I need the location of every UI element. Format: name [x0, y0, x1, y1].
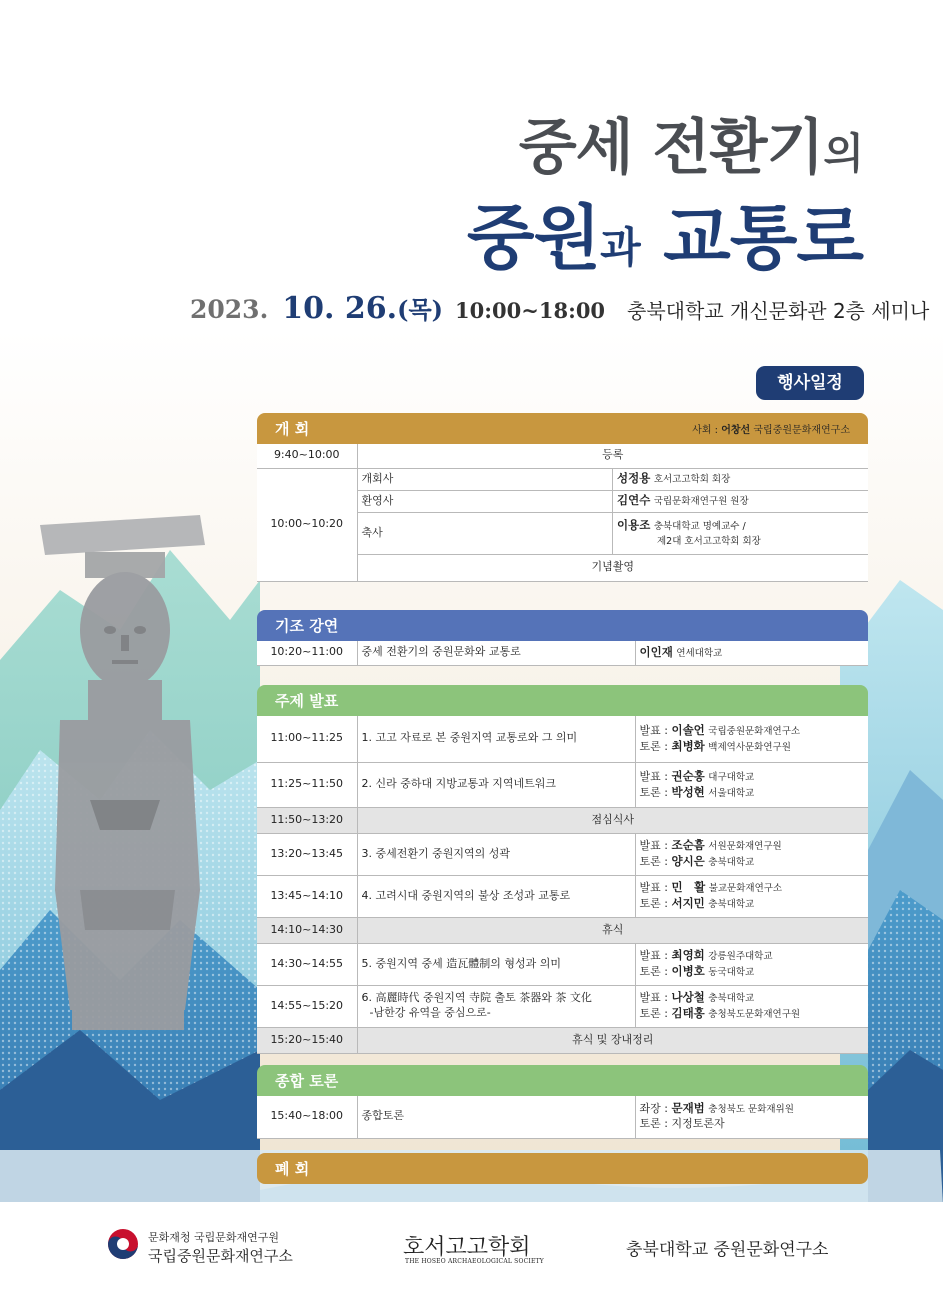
row-person [635, 641, 868, 665]
discussion-table [257, 1096, 868, 1139]
section-presentations [257, 685, 868, 1054]
discussant-org: 백제역사문화연구원 [708, 741, 791, 753]
break-label: 휴식 및 장내정리 [357, 1027, 868, 1053]
row-time: 15:20~15:40 [257, 1027, 357, 1053]
section-bar-discussion [257, 1065, 868, 1096]
footer-org2-main: 호서고고학회 [403, 1235, 531, 1260]
moderator [692, 421, 850, 436]
row-time: 14:10~14:30 [257, 917, 357, 943]
chair-name: 문재범 [671, 1101, 705, 1116]
row-time: 11:50~13:20 [257, 807, 357, 833]
presenter-name: 민 활 [671, 880, 706, 895]
row-talk: 3. 중세전환기 중원지역의 성곽 [357, 833, 635, 875]
section-bar-presentations [257, 685, 868, 716]
moderator-label: 사회 : [692, 425, 719, 436]
discussant-label: 토론 : [639, 1007, 668, 1020]
presenter-org: 서원문화재연구원 [708, 841, 782, 853]
presenter-org: 충북대학교 [708, 993, 755, 1005]
table-row-break [257, 807, 868, 833]
presenter-label: 발표 : [639, 769, 668, 783]
row-people [635, 875, 868, 917]
section-closing [257, 1153, 868, 1184]
table-row [257, 875, 868, 917]
row-time: 13:45~14:10 [257, 875, 357, 917]
main-title-line2 [467, 182, 863, 283]
opening-table [257, 444, 868, 582]
section-title: 기조 강연 [275, 617, 339, 635]
presenter-label: 발표 : [639, 723, 668, 737]
schedule-badge: 행사일정 [756, 366, 864, 400]
row-person [613, 490, 869, 512]
title-line2-b: 교통로 [663, 197, 863, 279]
row-label: 등록 [357, 444, 868, 468]
discussant-name: 이병호 [671, 964, 705, 978]
table-row [257, 943, 868, 985]
presenter-name: 이솔언 [671, 722, 705, 737]
presenter-name: 나상철 [671, 990, 705, 1005]
discussant-name: 박성현 [671, 784, 705, 799]
row-time: 10:00~10:20 [257, 468, 357, 581]
row-time: 11:25~11:50 [257, 762, 357, 807]
person-name: 이용조 [617, 517, 651, 532]
panel-label: 토론 : 지정토론자 [639, 1117, 725, 1131]
discussant-org: 충청북도문화재연구원 [708, 1009, 801, 1020]
discussant-org: 충북대학교 [708, 857, 755, 868]
presenter-label: 발표 : [639, 949, 668, 963]
event-dateline [190, 290, 929, 326]
main-title-line1 [519, 100, 863, 186]
table-row [257, 833, 868, 875]
discussant-org: 동국대학교 [708, 967, 755, 978]
row-person [613, 512, 869, 554]
row-time: 9:40~10:00 [257, 444, 357, 468]
keynote-table [257, 641, 868, 666]
person-org: 국립문화재연구원 원장 [653, 496, 749, 508]
moderator-org: 국립중원문화재연구소 [753, 425, 850, 436]
section-keynote [257, 610, 868, 666]
title-line2-a: 중원 [466, 197, 601, 279]
moderator-name: 어창선 [721, 425, 751, 436]
title-line1-main: 중세 전환기 [518, 113, 824, 183]
event-date: 10. 26. [282, 291, 398, 326]
discussant-label: 토론 : [639, 739, 668, 753]
discussant-name: 김태홍 [671, 1006, 705, 1020]
row-talk: 2. 신라 중하대 지방교통과 지역네트워크 [357, 762, 635, 807]
title-line2-particle: 과 [600, 223, 640, 272]
row-people [635, 943, 868, 985]
section-bar-opening [257, 413, 868, 444]
table-row [257, 1096, 868, 1138]
chair-org: 충청북도 문화재위원 [708, 1104, 794, 1116]
table-row-break [257, 1027, 868, 1053]
presenter-name: 조순흠 [671, 838, 705, 853]
footer-org3: 충북대학교 중원문화연구소 [626, 1240, 829, 1260]
discussant-label: 토론 : [639, 785, 668, 799]
person-name: 이인재 [639, 644, 673, 659]
table-row [257, 468, 868, 490]
presenter-label: 발표 : [639, 881, 668, 895]
section-title: 주제 발표 [275, 692, 339, 710]
event-venue: 충북대학교 개신문화관 2층 세미나 [627, 299, 930, 323]
presentations-table [257, 716, 868, 1054]
row-people [635, 833, 868, 875]
person-name: 성정용 [617, 471, 651, 486]
person-org: 호서고고학회 회장 [653, 474, 731, 486]
row-people [635, 716, 868, 762]
discussant-org: 서울대학교 [708, 787, 755, 799]
table-row [257, 641, 868, 665]
row-talk: 5. 중원지역 중세 造瓦體制의 형성과 의미 [357, 943, 635, 985]
presenter-org: 국립중원문화재연구소 [708, 725, 801, 737]
row-talk: 4. 고려시대 중원지역의 불상 조성과 교통로 [357, 875, 635, 917]
person-org: 연세대학교 [676, 647, 723, 659]
talk-title: 6. 高麗時代 중원지역 寺院 출토 茶器와 茶 文化 [361, 991, 592, 1005]
talk-subtitle: -남한강 유역을 중심으로- [369, 1006, 491, 1019]
table-row-break [257, 917, 868, 943]
discussant-name: 서지민 [671, 896, 705, 910]
row-label: 환영사 [357, 490, 613, 512]
table-row [257, 716, 868, 762]
section-bar-keynote [257, 610, 868, 641]
row-time: 14:55~15:20 [257, 985, 357, 1027]
event-time: 10:00~18:00 [455, 298, 606, 323]
discussant-name: 양시은 [671, 854, 705, 868]
presenter-label: 발표 : [639, 991, 668, 1005]
person-org-line2: 제2대 호서고고학회 회장 [657, 535, 761, 547]
footer-org2-sub: THE HOSEO ARCHAEOLOGICAL SOCIETY [405, 1258, 544, 1265]
row-label: 개회사 [357, 468, 613, 490]
row-time: 14:30~14:55 [257, 943, 357, 985]
event-day-of-week: (목) [397, 295, 444, 324]
taegeuk-emblem-icon [107, 1228, 139, 1260]
footer-org1-main: 국립중원문화재연구소 [148, 1247, 293, 1265]
row-people [635, 985, 868, 1027]
row-time: 15:40~18:00 [257, 1096, 357, 1138]
chair-label: 좌장 : [639, 1102, 668, 1116]
presenter-org: 불교문화재연구소 [708, 883, 783, 895]
presenter-name: 권순홍 [671, 768, 705, 783]
person-name: 김연수 [617, 493, 651, 508]
title-line1-particle: 의 [823, 129, 863, 178]
discussant-label: 토론 : [639, 965, 668, 978]
event-year: 2023. [190, 295, 269, 324]
footer-org1-top: 문화재청 국립문화재연구원 [148, 1231, 280, 1244]
section-bar-closing [257, 1153, 868, 1184]
row-talk [357, 985, 635, 1027]
row-person [613, 468, 869, 490]
row-time: 13:20~13:45 [257, 833, 357, 875]
presenter-label: 발표 : [639, 839, 668, 853]
row-people [635, 1096, 868, 1138]
row-talk: 1. 고고 자료로 본 중원지역 교통로와 그 의미 [357, 716, 635, 762]
discussant-label: 토론 : [639, 897, 668, 910]
row-time: 11:00~11:25 [257, 716, 357, 762]
break-label: 휴식 [357, 917, 868, 943]
presenter-org: 강릉원주대학교 [708, 951, 773, 963]
row-people [635, 762, 868, 807]
section-title: 개 회 [275, 420, 310, 438]
row-label: 축사 [357, 512, 613, 554]
discussant-name: 최병화 [671, 738, 705, 753]
row-talk: 중세 전환기의 중원문화와 교통로 [357, 641, 635, 665]
section-discussion [257, 1065, 868, 1139]
person-org: 충북대학교 명예교수 / [653, 520, 746, 532]
presenter-name: 최영희 [671, 948, 705, 963]
row-time: 10:20~11:00 [257, 641, 357, 665]
section-title: 폐 회 [275, 1160, 310, 1178]
presenter-org: 대구대학교 [708, 771, 755, 783]
section-opening [257, 413, 868, 582]
table-row [257, 444, 868, 468]
break-label: 점심식사 [357, 807, 868, 833]
table-row [257, 985, 868, 1027]
section-title: 종합 토론 [275, 1072, 339, 1090]
table-row [257, 762, 868, 807]
discussant-org: 충북대학교 [708, 899, 755, 910]
discussant-label: 토론 : [639, 855, 668, 868]
row-label: 종합토론 [357, 1096, 635, 1138]
row-label: 기념촬영 [357, 554, 868, 581]
